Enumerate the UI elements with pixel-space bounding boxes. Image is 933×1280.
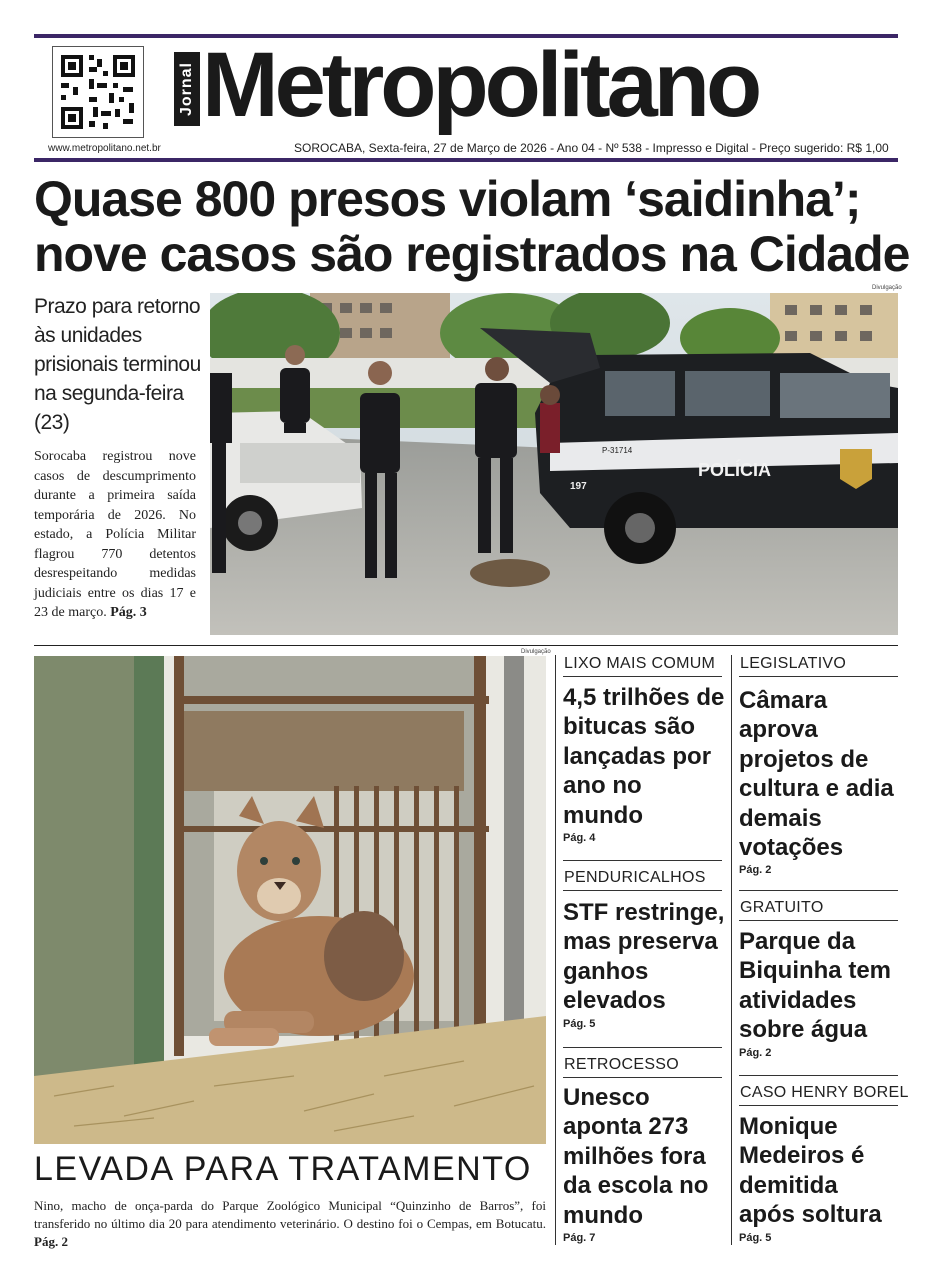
story-title-monique[interactable]: Monique Medeiros é demitida após soltura xyxy=(739,1113,882,1229)
story-title-stf[interactable]: STF restringe, mas preserva ganhos elevados xyxy=(563,899,725,1015)
kicker-henry-borel-rule xyxy=(739,1105,898,1106)
kicker-lixo: LIXO MAIS COMUM xyxy=(564,655,716,672)
story-page-bitucas[interactable]: Pág. 4 xyxy=(563,832,596,844)
photo-car-id: P-31714 xyxy=(602,446,633,455)
logo-jornal-text: Jornal xyxy=(178,61,195,117)
zoo-photo-credit: Divulgação xyxy=(521,649,551,655)
site-url[interactable]: www.metropolitano.net.br xyxy=(48,143,161,154)
kicker-penduricalhos: PENDURICALHOS xyxy=(564,869,706,886)
kicker-henry-borel: CASO HENRY BOREL xyxy=(740,1084,909,1101)
kicker-lixo-rule xyxy=(563,676,722,677)
divider-rule-4 xyxy=(739,1075,898,1076)
kicker-penduricalhos-rule xyxy=(563,890,722,891)
kicker-gratuito: GRATUITO xyxy=(740,899,824,916)
divider-rule-1 xyxy=(563,860,722,861)
story-page-unesco[interactable]: Pág. 7 xyxy=(563,1232,596,1244)
story-page-monique[interactable]: Pág. 5 xyxy=(739,1232,772,1244)
kicker-legislativo-rule xyxy=(739,676,898,677)
lead-headline-line2: nove casos são registrados na Cidade xyxy=(34,226,910,282)
story-title-unesco[interactable]: Unesco aponta 273 milhões fora da escola no mundo xyxy=(563,1084,709,1229)
lead-page-ref[interactable]: Pág. 3 xyxy=(110,605,147,620)
zoo-body-text: Nino, macho de onça-parda do Parque Zoológico Municipal “Quinzinho de Barros”, foi transferido no último dia 20 para atendimento veterinário. O destino foi o Cempas, em Botucatu. xyxy=(34,1198,546,1231)
lead-deck: Prazo para retorno às unidades prisionais terminou na segunda-feira (23) xyxy=(34,295,201,434)
zoo-body xyxy=(34,1197,546,1251)
column-divider-left xyxy=(555,655,556,1245)
lead-headline-line1: Quase 800 presos violam ‘saidinha’; xyxy=(34,171,861,227)
zoo-page-ref[interactable]: Pág. 2 xyxy=(34,1234,68,1249)
lead-body xyxy=(34,447,196,623)
puma-cage-photo[interactable] xyxy=(34,656,546,1144)
story-page-camara[interactable]: Pág. 2 xyxy=(739,864,772,876)
qr-code[interactable] xyxy=(52,46,144,138)
section-rule xyxy=(34,645,898,646)
photo-car-text: POLÍCIA xyxy=(698,460,772,480)
column-divider-right xyxy=(731,655,732,1245)
lead-body-text: Sorocaba registrou nove casos de descumprimento durante a primeira saída temporária de 2026. No estado, a Polícia Militar flagrou 770 detentos desrespeitando medidas judiciais entre os dias 17 e 23 de março. xyxy=(34,449,196,620)
story-title-bitucas[interactable]: 4,5 trilhões de bitucas são lançadas por ano no mundo xyxy=(563,684,725,829)
police-scene-photo[interactable] xyxy=(210,293,898,635)
edition-line: SOROCABA, Sexta-feira, 27 de Março de 2026 - Ano 04 - Nº 538 - Impresso e Digital - Preço sugerido: R$ 1,00 xyxy=(294,141,889,155)
kicker-retrocesso-rule xyxy=(563,1077,722,1078)
divider-rule-3 xyxy=(739,890,898,891)
kicker-gratuito-rule xyxy=(739,920,898,921)
logo-jornal-tab xyxy=(174,52,200,126)
masthead-bottom-rule xyxy=(34,158,898,162)
kicker-retrocesso: RETROCESSO xyxy=(564,1056,680,1073)
story-title-biquinha[interactable]: Parque da Biquinha tem atividades sobre água xyxy=(739,928,892,1044)
kicker-legislativo: LEGISLATIVO xyxy=(740,655,847,672)
zoo-headline[interactable]: LEVADA PARA TRATAMENTO xyxy=(34,1150,532,1188)
masthead-title: Metropolitano xyxy=(202,34,759,136)
lead-headline[interactable] xyxy=(34,172,914,282)
story-title-camara[interactable]: Câmara aprova projetos de cultura e adia demais votações xyxy=(739,687,894,862)
main-photo-credit: Divulgação xyxy=(872,285,902,291)
story-page-stf[interactable]: Pág. 5 xyxy=(563,1018,596,1030)
story-page-biquinha[interactable]: Pág. 2 xyxy=(739,1047,772,1059)
divider-rule-2 xyxy=(563,1047,722,1048)
photo-car-phone: 197 xyxy=(570,481,587,492)
